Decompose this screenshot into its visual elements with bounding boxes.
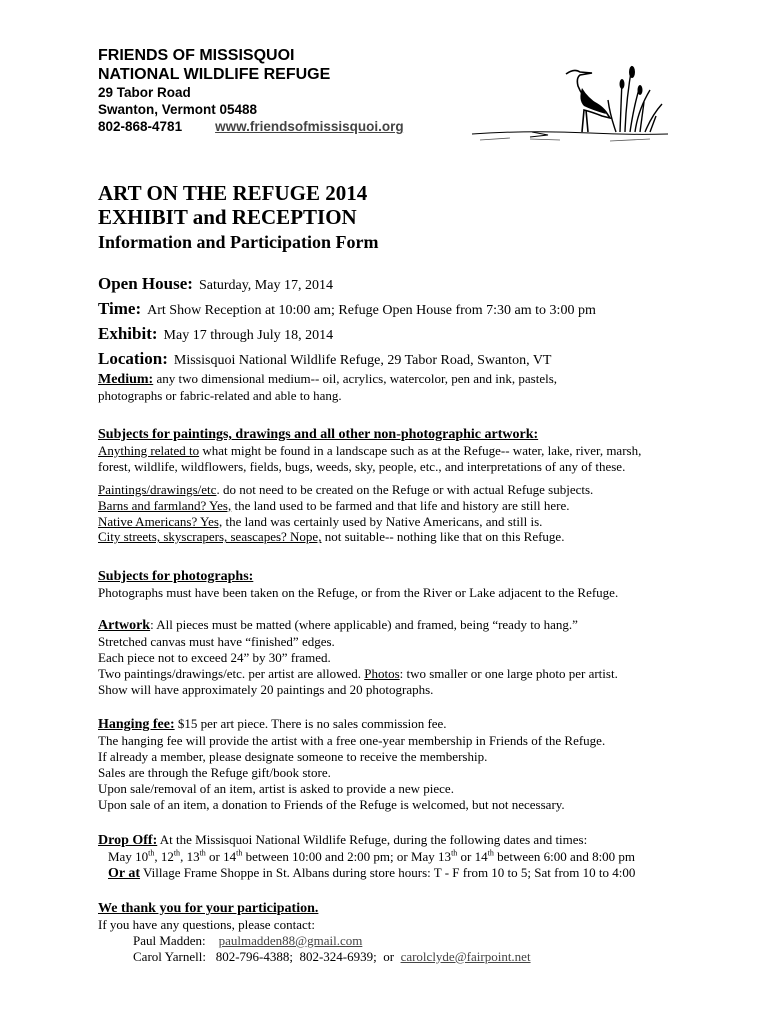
contact-carol: Carol Yarnell: 802-796-4388; 802-324-6939; or carolclyde@fairpoint.net [133, 948, 531, 964]
email-link-paul[interactable]: paulmadden88@gmail.com [218, 932, 363, 948]
time-row: Time: Art Show Reception at 10:00 am; Refuge Open House from 7:30 am to 3:00 pm [98, 299, 596, 318]
email-link-carol[interactable]: carolclyde@fairpoint.net [400, 948, 531, 964]
medium-label: Medium: [98, 372, 154, 387]
subjects-photos-section: Subjects for photographs: Photographs must have been taken on the Refuge, or from the River or Lake adjacent to the Refuge. [98, 569, 619, 600]
phone-number: 802-868-4781 [98, 119, 183, 134]
form-titles [98, 181, 379, 253]
hanging-fee-label: Hanging fee: [98, 717, 175, 732]
subjects-photos-heading: Subjects for photographs: [98, 569, 254, 584]
letterhead [98, 46, 404, 135]
open-house-row: Open House: Saturday, May 17, 2014 [98, 274, 333, 293]
org-name-line1: FRIENDS OF MISSISQUOI [98, 47, 295, 64]
contact-paul: Paul Madden: paulmadden88@gmail.com [133, 932, 363, 948]
website-link[interactable]: www.friendsofmissisquoi.org [215, 119, 404, 134]
title-event: ART ON THE REFUGE 2014 [98, 181, 368, 205]
address-street: 29 Tabor Road [98, 85, 191, 100]
title-exhibit: EXHIBIT and RECEPTION [98, 205, 357, 229]
title-form: Information and Participation Form [98, 232, 379, 252]
exhibit-row: Exhibit: May 17 through July 18, 2014 [98, 324, 334, 343]
subjects-paintings-heading: Subjects for paintings, drawings and all other non-photographic artwork: [98, 427, 539, 442]
heron-logo-icon [470, 60, 670, 150]
contact-line [98, 118, 404, 135]
event-info [98, 272, 596, 372]
thanks-heading: We thank you for your participation. [98, 901, 319, 916]
drop-off-dates: May 10th, 12th, 13th or 14th between 10:00 and 2:00 pm; or May 13th or 14th between 6:00 and 8:00 pm [108, 848, 636, 864]
drop-off-label: Drop Off: [98, 833, 158, 848]
subjects-paintings-section: Subjects for paintings, drawings and all other non-photographic artwork: Anything related to what might be found in a landscape such as at the Refuge-- water, lake, river, marsh, forest, wildlife, wildflowers, fields, bugs, weeds, sky, people, etc., and interpretations of any of these. Paintings/drawings/etc. do not need to be created on the Refuge or with actual Refuge subjects. Barns and farmland? Yes, the land used to be farmed and that life and history are still here. Native Americans? Yes, the land was certainly used by Native Americans, and still is. City streets, skyscrapers, seascapes? Nope, not suitable-- nothing like that on this Refuge. [98, 427, 642, 545]
artwork-label: Artwork [98, 618, 151, 633]
medium-section: Medium: any two dimensional medium-- oil, acrylics, watercolor, pen and ink, pastels, photographs or fabric-related and able to hang. [98, 371, 558, 403]
artwork-section: Artwork: All pieces must be matted (where applicable) and framed, being “ready to hang.” Stretched canvas must have “finished” edges. Each piece not to exceed 24” by 30” framed. Two paintings/drawings/etc. per artist are allowed. Photos: two smaller or one large photo per artist. Show will have approximately 20 paintings and 20 photographs. [98, 617, 618, 697]
thanks-section: We thank you for your participation. If you have any questions, please contact: Paul Madden: paulmadden88@gmail.com Carol Yarnell: 802-796-4388; 802-324-6939; or carolclyde@fairpoint.net [98, 901, 531, 964]
drop-off-alternate: Or at Village Frame Shoppe in St. Albans during store hours: T - F from 10 to 5; Sat from 10 to 4:00 [108, 864, 636, 881]
org-name-line2: NATIONAL WILDLIFE REFUGE [98, 66, 331, 83]
location-row: Location: Missisquoi National Wildlife Refuge, 29 Tabor Road, Swanton, VT [98, 349, 552, 368]
drop-off-section: Drop Off: At the Missisquoi National Wildlife Refuge, during the following dates and times: May 10th, 12th, 13th or 14th between 10:00 and 2:00 pm; or May 13th or 14th between 6:00 and 8:00 pm Or at Village Frame Shoppe in St. Albans during store hours: T - F from 10 to 5; Sat from 10 to 4:00 [98, 832, 636, 881]
hanging-fee-section: Hanging fee: $15 per art piece. There is no sales commission fee. The hanging fee will provide the artist with a free one-year membership in Friends of the Refuge. If already a member, please designate someone to receive the membership. Sales are through the Refuge gift/book store. Upon sale/removal of an item, artist is asked to provide a new piece. Upon sale of an item, a donation to Friends of the Refuge is welcomed, but not necessary. [98, 716, 606, 812]
address-city: Swanton, Vermont 05488 [98, 102, 258, 117]
